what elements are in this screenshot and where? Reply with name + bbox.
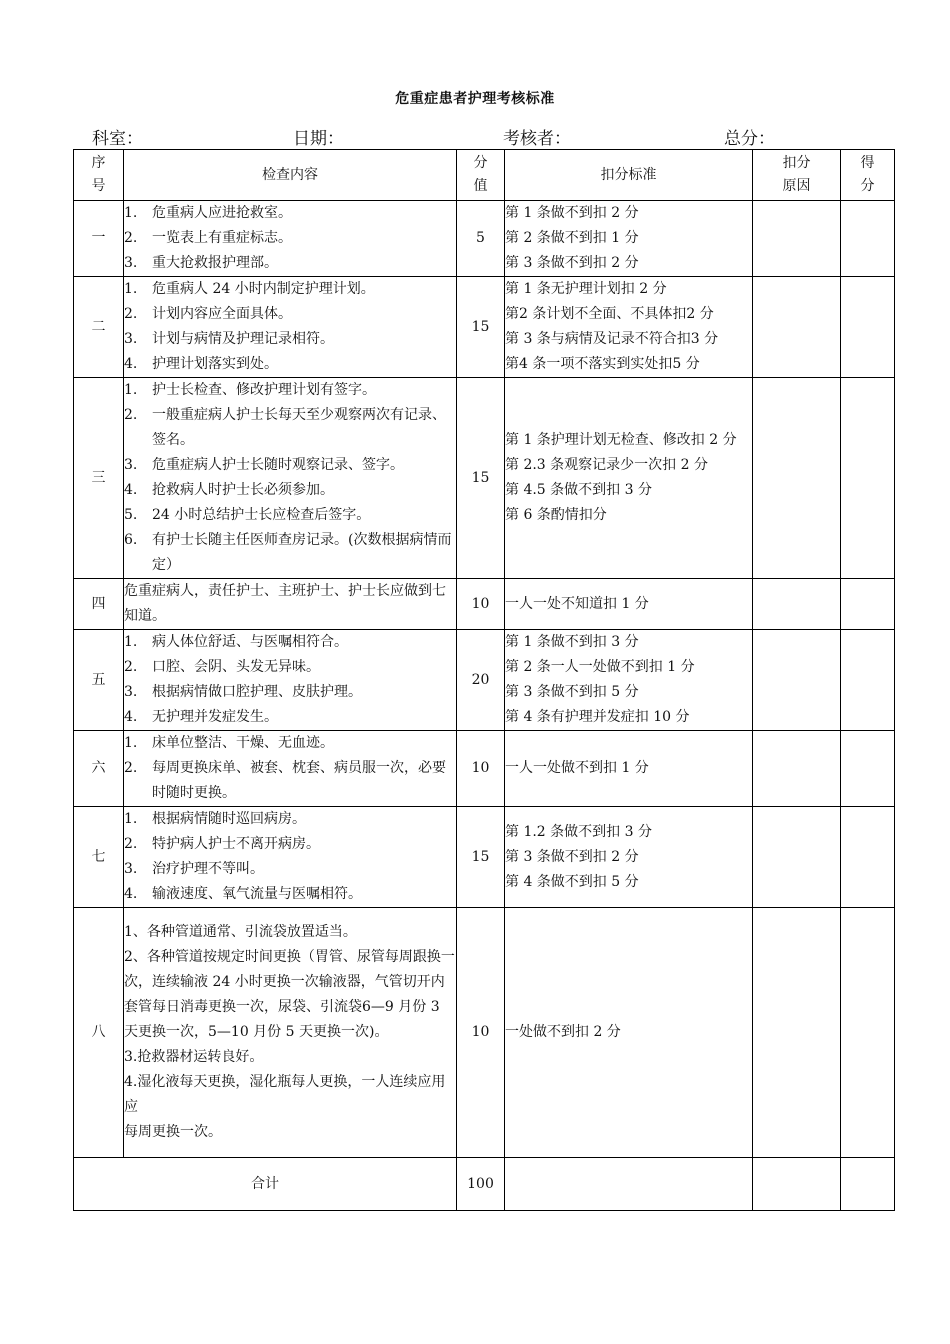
- row-points: 5: [457, 201, 505, 277]
- row-content: [124, 731, 457, 807]
- criteria-item: 第 4 条做不到扣 5 分: [505, 873, 639, 890]
- row-deduction-reason: [753, 378, 841, 579]
- row-deduction-reason: [753, 201, 841, 277]
- row-criteria: [505, 378, 753, 579]
- criteria-item: 第4 条一项不落实到实处扣5 分: [505, 356, 700, 372]
- criteria-item: 一人一处不知道扣 1 分: [505, 595, 649, 612]
- row-score: [841, 908, 895, 1158]
- row-deduction-reason: [753, 579, 841, 630]
- total-reason-cell: [753, 1158, 841, 1211]
- header-score: 得 分: [841, 150, 895, 201]
- examiner-label: 考核者：: [503, 129, 571, 149]
- table-row: [74, 908, 895, 1158]
- criteria-item: 第 3 条做不到扣 2 分: [505, 255, 639, 271]
- table-row: [74, 579, 895, 630]
- row-content: [124, 579, 457, 630]
- row-criteria: [505, 807, 753, 908]
- criteria-item: 第 2 条做不到扣 1 分: [505, 230, 639, 246]
- row-content: [124, 908, 457, 1158]
- criteria-item: 第2 条计划不全面、不具体扣2 分: [505, 306, 714, 322]
- criteria-item: 第 4 条有护理并发症扣 10 分: [505, 709, 690, 725]
- content-item: 1. 床单位整洁、干燥、无血迹。: [124, 735, 334, 751]
- total-label: 合计: [74, 1158, 457, 1211]
- row-criteria: [505, 201, 753, 277]
- row-seq: 六: [74, 731, 124, 807]
- table-row: [74, 630, 895, 731]
- criteria-item: 第 1 条做不到扣 2 分: [505, 205, 639, 221]
- criteria-item: 第 2.3 条观察记录少一次扣 2 分: [505, 457, 708, 473]
- criteria-item: 第 1.2 条做不到扣 3 分: [505, 823, 652, 840]
- total-row: [74, 1158, 895, 1211]
- table-row: [74, 201, 895, 277]
- row-points: 20: [457, 630, 505, 731]
- row-points: 15: [457, 807, 505, 908]
- table-row: [74, 277, 895, 378]
- row-score: [841, 579, 895, 630]
- content-item: 4. 抢救病人时护士长必须参加。: [124, 482, 334, 498]
- row-content: [124, 630, 457, 731]
- table-row: [74, 731, 895, 807]
- content-item: 4. 输液速度、氧气流量与医嘱相符。: [124, 886, 362, 902]
- criteria-item: 第 6 条酌情扣分: [505, 507, 607, 523]
- row-points: 10: [457, 731, 505, 807]
- criteria-item: 第 3 条做不到扣 5 分: [505, 684, 639, 700]
- content-item: 2. 计划内容应全面具体。: [124, 306, 292, 322]
- row-criteria: [505, 731, 753, 807]
- row-criteria: [505, 908, 753, 1158]
- content-item: 2、各种管道按规定时间更换（胃管、尿管每周跟换一次，连续输液 24 小时更换一次输液器，气管切开内套管每日消毒更换一次，尿袋、引流袋6—9 月份 3 天更换一次，5—10 月份 5 天更换一次)。: [124, 949, 455, 1040]
- content-item: 1. 根据病情随时巡回病房。: [124, 811, 306, 827]
- table-row: [74, 807, 895, 908]
- department-label: 科室：: [92, 129, 143, 149]
- content-item: 1. 护士长检查、修改护理计划有签字。: [124, 382, 376, 398]
- content-item: 2. 一览表上有重症标志。: [124, 230, 292, 246]
- content-item: 6. 有护士长随主任医师查房记录。(次数根据病情而定）: [124, 532, 452, 573]
- row-seq: 三: [74, 378, 124, 579]
- assessment-table: [73, 149, 895, 1211]
- content-item: 3. 根据病情做口腔护理、皮肤护理。: [124, 684, 362, 700]
- row-content: [124, 378, 457, 579]
- row-deduction-reason: [753, 908, 841, 1158]
- content-item: 5. 24 小时总结护士长应检查后签字。: [124, 507, 371, 523]
- header-points: 分 值: [457, 150, 505, 201]
- content-item: 4. 护理计划落实到处。: [124, 356, 278, 372]
- content-item: 1、各种管道通常、引流袋放置适当。: [124, 924, 357, 940]
- row-seq: 五: [74, 630, 124, 731]
- total-score-label: 总分：: [724, 129, 775, 149]
- header-row: [74, 150, 895, 201]
- row-score: [841, 277, 895, 378]
- row-deduction-reason: [753, 277, 841, 378]
- row-content: [124, 277, 457, 378]
- header-seq: 序 号: [74, 150, 124, 201]
- content-item: 1. 危重病人 24 小时内制定护理计划。: [124, 281, 375, 297]
- table-row: [74, 378, 895, 579]
- row-points: 15: [457, 277, 505, 378]
- header-criteria: 扣分标准: [505, 150, 753, 201]
- row-seq: 八: [74, 908, 124, 1158]
- row-score: [841, 378, 895, 579]
- content-item: 2. 每周更换床单、被套、枕套、病员服一次，必要时随时更换。: [124, 760, 446, 801]
- criteria-item: 第 3 条做不到扣 2 分: [505, 848, 639, 865]
- row-score: [841, 807, 895, 908]
- page-title: 危重症患者护理考核标准: [395, 91, 555, 107]
- row-score: [841, 731, 895, 807]
- content-item: 3.抢救器材运转良好。: [124, 1049, 264, 1065]
- content-item: 3. 计划与病情及护理记录相符。: [124, 331, 334, 347]
- row-points: 15: [457, 378, 505, 579]
- content-item: 2. 口腔、会阴、头发无异味。: [124, 659, 320, 675]
- header-deduction-reason: 扣分 原因: [753, 150, 841, 201]
- content-item: 1. 危重病人应进抢救室。: [124, 205, 292, 221]
- criteria-item: 第 2 条一人一处做不到扣 1 分: [505, 659, 695, 675]
- content-item: 危重症病人，责任护士、主班护士、护士长应做到七知道。: [124, 583, 446, 624]
- content-item: 3. 危重症病人护士长随时观察记录、签字。: [124, 457, 404, 473]
- content-item: 3. 治疗护理不等叫。: [124, 861, 264, 877]
- row-points: 10: [457, 908, 505, 1158]
- criteria-item: 第 1 条无护理计划扣 2 分: [505, 281, 667, 297]
- content-item: 3. 重大抢救报护理部。: [124, 255, 278, 271]
- header-content: 检查内容: [124, 150, 457, 201]
- row-seq: 二: [74, 277, 124, 378]
- row-criteria: [505, 630, 753, 731]
- criteria-item: 一人一处做不到扣 1 分: [505, 760, 649, 776]
- row-score: [841, 630, 895, 731]
- criteria-item: 第 4.5 条做不到扣 3 分: [505, 482, 652, 498]
- content-item: 4. 无护理并发症发生。: [124, 709, 278, 725]
- row-deduction-reason: [753, 630, 841, 731]
- row-seq: 四: [74, 579, 124, 630]
- content-item: 1. 病人体位舒适、与医嘱相符合。: [124, 634, 348, 650]
- content-item: 每周更换一次。: [124, 1124, 222, 1140]
- row-seq: 一: [74, 201, 124, 277]
- criteria-item: 第 1 条护理计划无检查、修改扣 2 分: [505, 432, 737, 448]
- criteria-item: 第 1 条做不到扣 3 分: [505, 634, 639, 650]
- criteria-item: 第 3 条与病情及记录不符合扣3 分: [505, 331, 719, 347]
- row-score: [841, 201, 895, 277]
- row-criteria: [505, 277, 753, 378]
- criteria-item: 一处做不到扣 2 分: [505, 1024, 621, 1040]
- row-content: [124, 201, 457, 277]
- row-criteria: [505, 579, 753, 630]
- content-item: 4.湿化液每天更换，湿化瓶每人更换，一人连续应用应: [124, 1074, 446, 1115]
- row-points: 10: [457, 579, 505, 630]
- content-item: 2. 特护病人护士不离开病房。: [124, 836, 320, 852]
- row-deduction-reason: [753, 731, 841, 807]
- row-content: [124, 807, 457, 908]
- total-criteria-cell: [505, 1158, 753, 1211]
- row-deduction-reason: [753, 807, 841, 908]
- row-seq: 七: [74, 807, 124, 908]
- total-score-cell: [841, 1158, 895, 1211]
- date-label: 日期：: [293, 129, 344, 149]
- content-item: 2. 一般重症病人护士长每天至少观察两次有记录、签名。: [124, 407, 446, 448]
- total-points: 100: [457, 1158, 505, 1211]
